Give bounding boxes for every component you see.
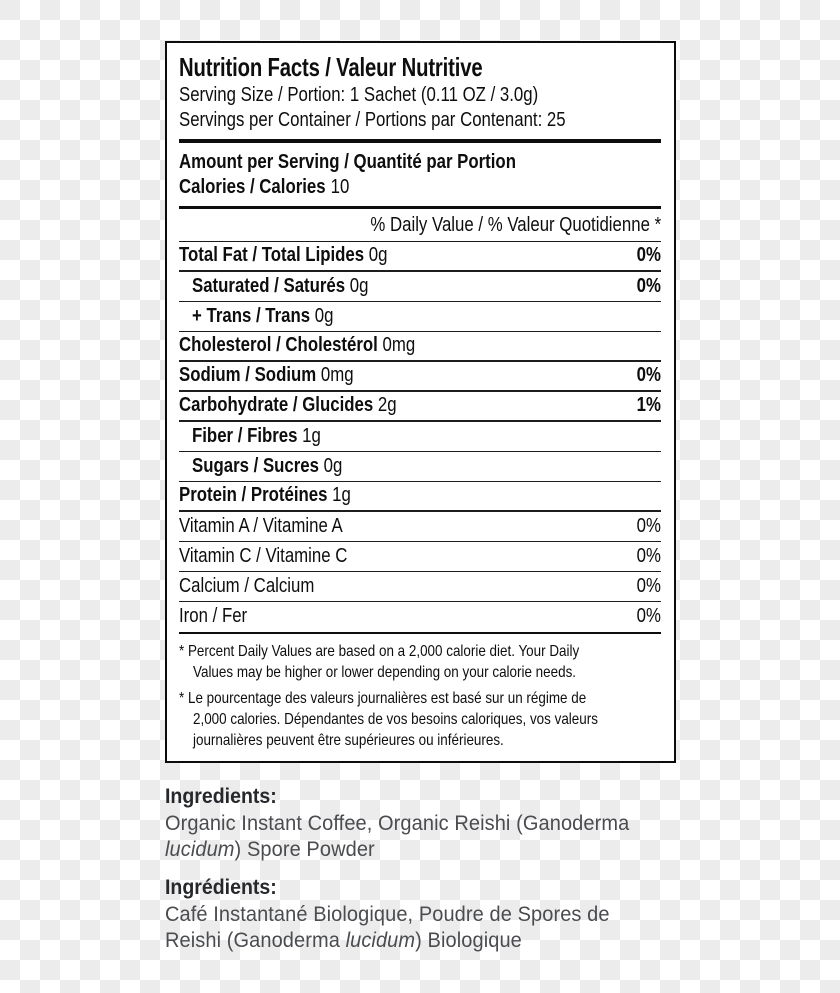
nutrient-percent: 0% — [636, 514, 661, 537]
calories-value: 10 — [330, 176, 350, 198]
label-title-row — [179, 51, 661, 83]
nutrient-label: Fiber / Fibres 1g — [192, 424, 321, 447]
calories-row — [179, 175, 661, 200]
nutrient-row — [179, 572, 661, 602]
footnote-text: * Le pourcentage des valeurs journalières est basé sur un régime de — [179, 690, 587, 707]
nutrient-row — [179, 602, 661, 632]
ingredients-text: lucidum) Spore Powder — [165, 837, 375, 861]
ingredients-fr-body — [165, 901, 695, 953]
footnote-line — [179, 730, 661, 751]
footnote-text: journalières peuvent être supérieures ou inférieures. — [193, 732, 504, 749]
nutrient-label: Sodium / Sodium 0mg — [179, 364, 354, 386]
amount-per-serving-row — [179, 150, 661, 175]
nutrient-label: Protein / Protéines 1g — [179, 484, 351, 506]
calories-label: Calories / Calories — [179, 176, 326, 198]
nutrient-percent: 0% — [636, 364, 661, 386]
nutrient-row — [179, 242, 661, 272]
nutrient-row — [179, 392, 661, 422]
nutrient-percent: 0% — [636, 574, 661, 597]
footnote-line — [179, 688, 661, 709]
ingredients-line — [165, 901, 695, 927]
nutrient-label: Sugars / Sucres 0g — [192, 454, 343, 477]
footnote-en — [179, 641, 661, 683]
nutrient-label: Cholesterol / Cholestérol 0mg — [179, 334, 416, 356]
footnote-text: * Percent Daily Values are based on a 2,000 calorie diet. Your Daily — [179, 643, 580, 660]
nutrient-row — [179, 272, 661, 302]
nutrient-label: Total Fat / Total Lipides 0g — [179, 244, 388, 266]
footnote-line — [179, 641, 661, 662]
nutrient-row — [179, 482, 661, 512]
nutrient-percent: 1% — [636, 394, 661, 416]
nutrient-label: Vitamin C / Vitamine C — [179, 544, 348, 567]
nutrient-label: + Trans / Trans 0g — [192, 304, 334, 327]
ingredients-text: Organic Instant Coffee, Organic Reishi (Ganoderma — [165, 811, 630, 835]
ingredients-en-heading: Ingredients: — [165, 785, 277, 808]
ingredients-line — [165, 927, 695, 953]
nutrient-label: Vitamin A / Vitamine A — [179, 514, 343, 537]
footnote-text: Values may be higher or lower depending on your calorie needs. — [193, 664, 577, 681]
servings-per-container: Servings per Container / Portions par Contenant: 25 — [179, 109, 566, 131]
footnote-fr — [179, 688, 661, 751]
serving-size-row — [179, 83, 661, 108]
ingredients-line — [165, 810, 695, 836]
nutrient-percent: 0% — [636, 544, 661, 567]
ingredients-fr-heading-row — [165, 875, 695, 901]
daily-value-header: % Daily Value / % Valeur Quotidienne * — [370, 213, 661, 236]
nutrient-row — [179, 542, 661, 572]
nutrient-rows — [179, 242, 661, 632]
nutrient-label: Calcium / Calcium — [179, 574, 315, 597]
nutrient-percent: 0% — [636, 274, 661, 297]
footnote-text: 2,000 calories. Dépendantes de vos besoins caloriques, vos valeurs — [193, 711, 598, 728]
nutrient-label: Saturated / Saturés 0g — [192, 274, 369, 297]
label-title: Nutrition Facts / Valeur Nutritive — [179, 52, 483, 82]
footnote-line — [179, 709, 661, 730]
amount-per-serving: Amount per Serving / Quantité par Portion — [179, 151, 516, 173]
nutrient-row — [179, 332, 661, 362]
ingredients-line — [165, 836, 695, 862]
servings-per-container-row — [179, 108, 661, 133]
footnote-line — [179, 662, 661, 683]
ingredients-text: Café Instantané Biologique, Poudre de Spores de — [165, 902, 610, 926]
nutrient-label: Iron / Fer — [179, 605, 248, 627]
ingredients-fr-heading: Ingrédients: — [165, 876, 277, 899]
nutrient-row — [179, 362, 661, 392]
ingredients-text: Reishi (Ganoderma lucidum) Biologique — [165, 928, 522, 952]
daily-value-header-row — [179, 209, 661, 242]
divider-thick — [179, 139, 661, 143]
ingredients-en-heading-row — [165, 784, 695, 810]
nutrient-row — [179, 512, 661, 542]
nutrition-facts-label — [165, 41, 676, 763]
ingredients-en-body — [165, 810, 695, 862]
ingredients-section — [165, 784, 695, 953]
nutrient-row — [179, 422, 661, 452]
nutrient-percent: 0% — [636, 244, 661, 266]
calories — [179, 175, 349, 200]
nutrient-percent: 0% — [636, 605, 661, 627]
serving-size: Serving Size / Portion: 1 Sachet (0.11 OZ / 3.0g) — [179, 84, 539, 106]
divider-medium-bottom — [179, 632, 661, 635]
nutrient-label: Carbohydrate / Glucides 2g — [179, 394, 397, 416]
nutrient-row — [179, 452, 661, 482]
nutrient-row — [179, 302, 661, 332]
